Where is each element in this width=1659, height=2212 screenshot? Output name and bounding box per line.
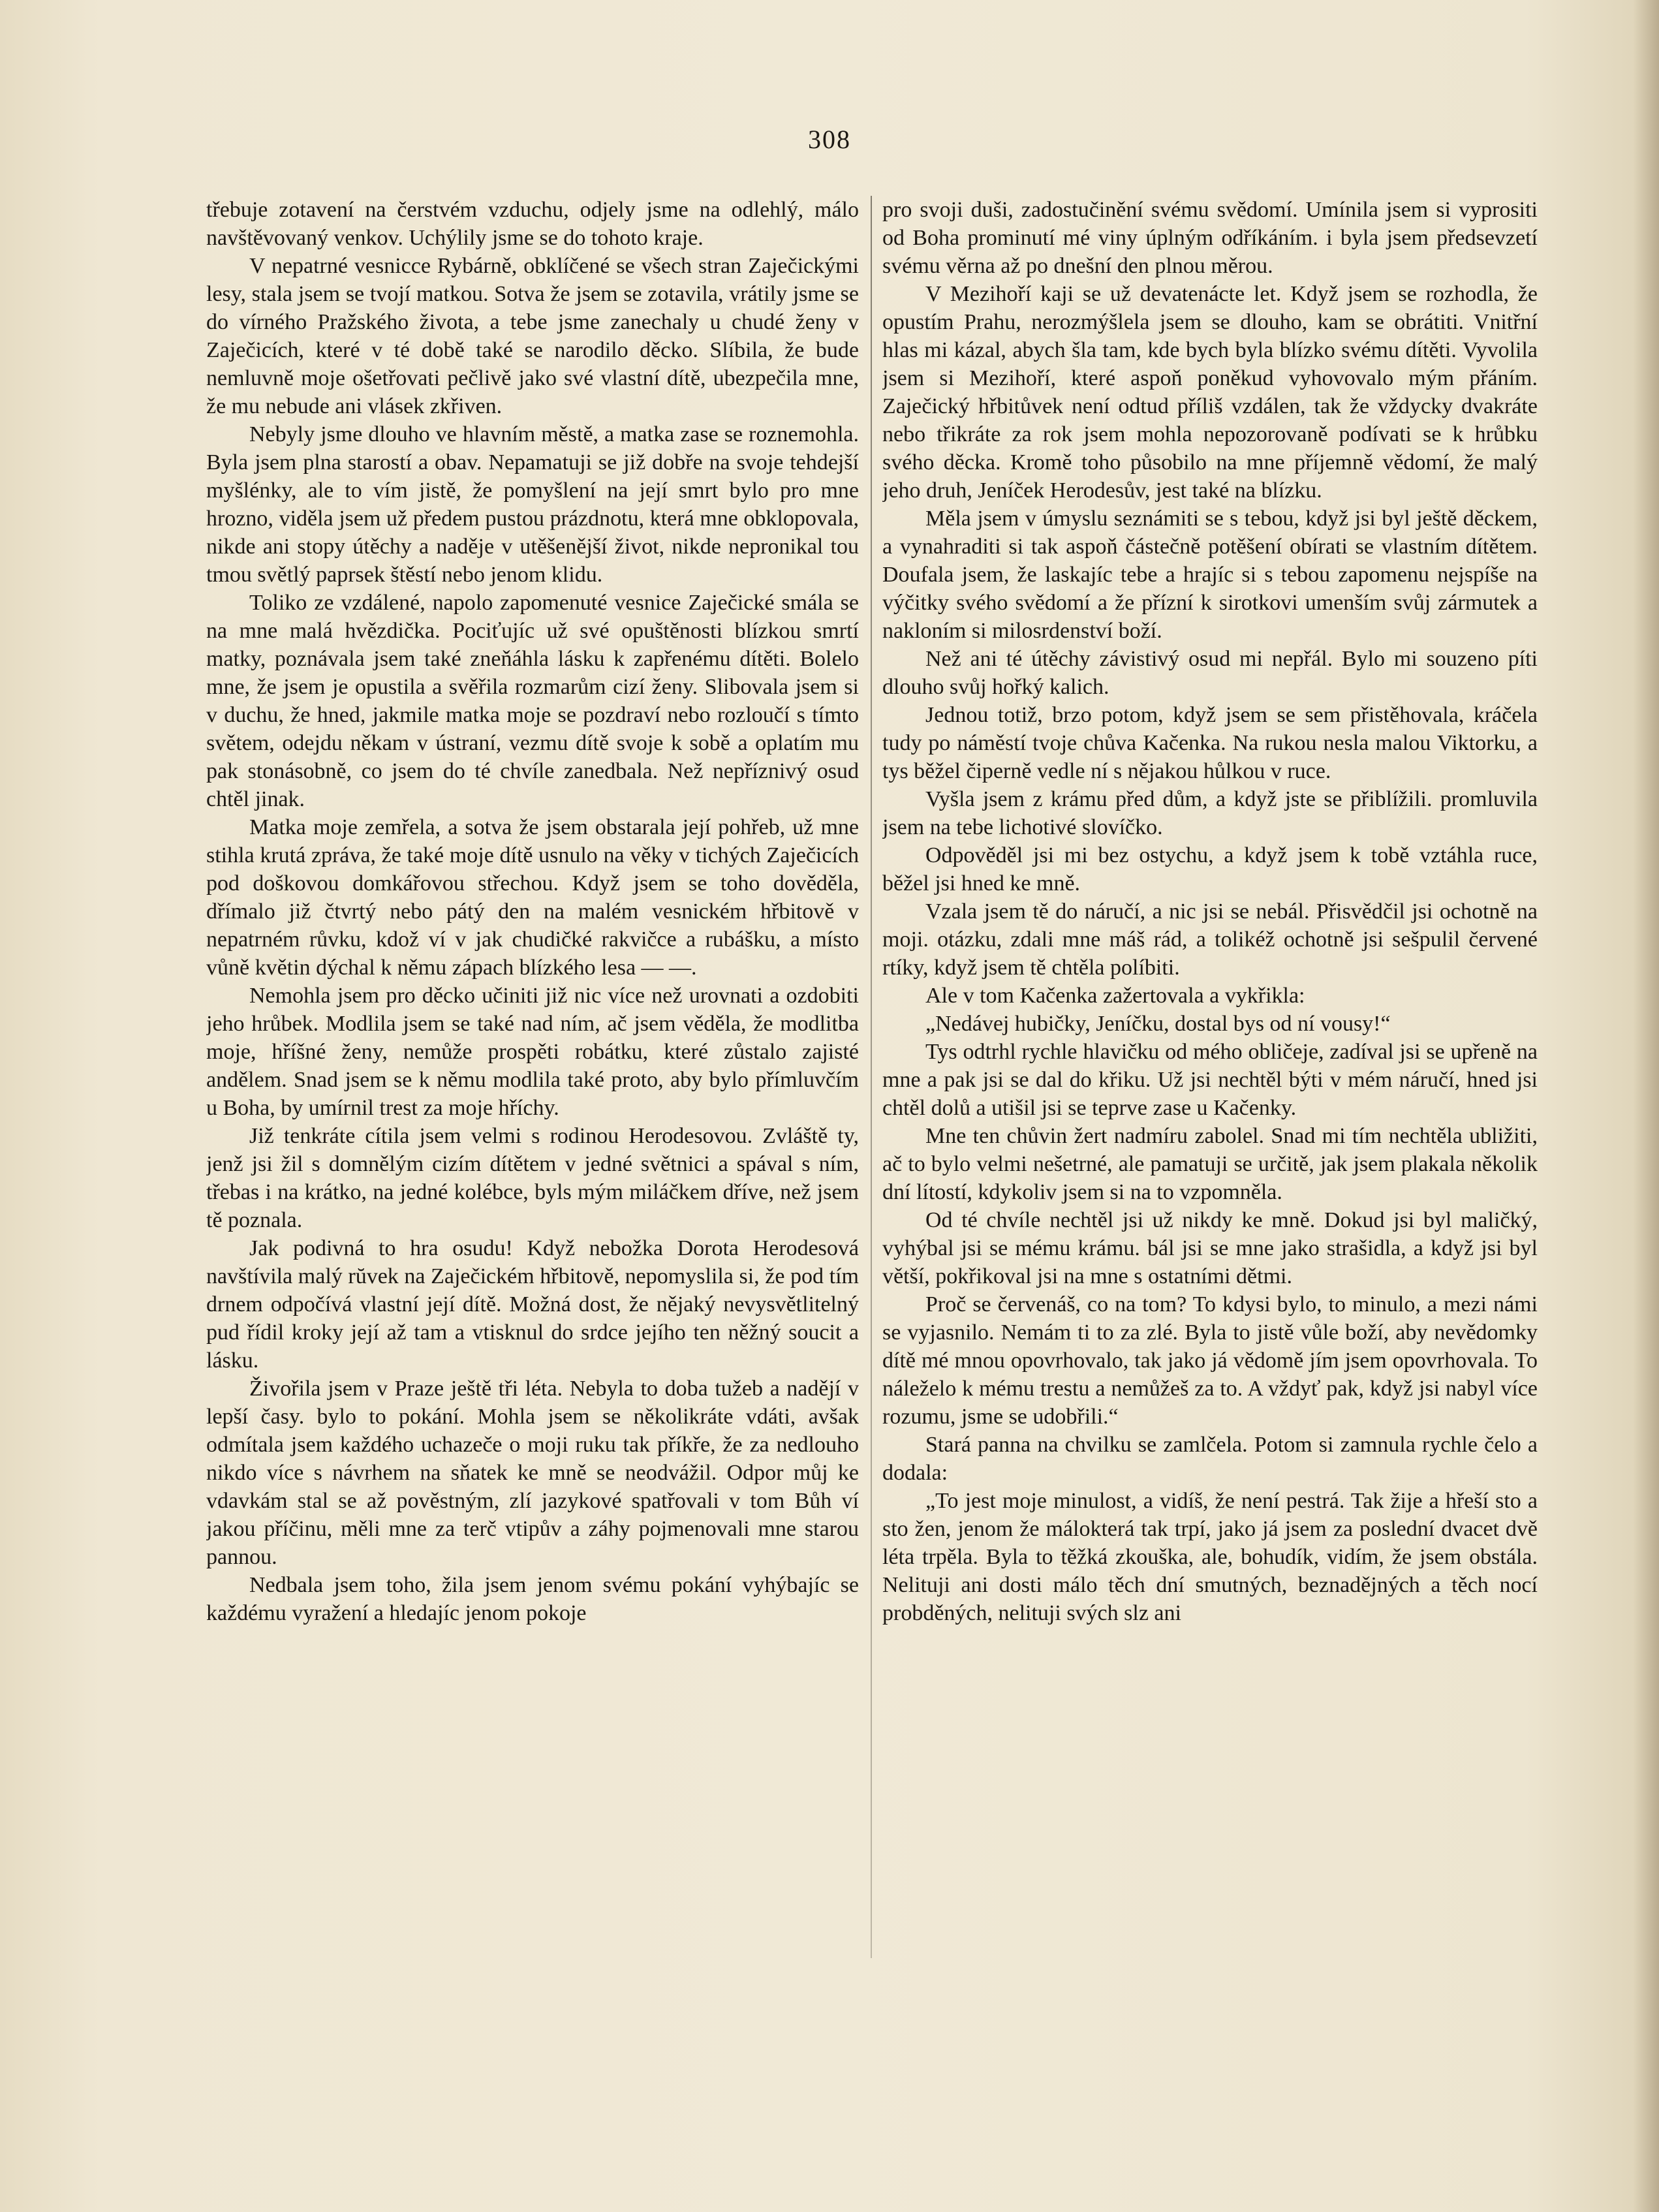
paragraph: třebuje zotavení na čerstvém vzduchu, odjely jsme na odlehlý, málo navštěvovaný venkov. Uchýlily jsme se do tohoto kraje. (206, 198, 859, 250)
paragraph: Jednou totiž, brzo potom, když jsem se sem přistěhovala, kráčela tudy po náměstí tvoje chůva Kačenka. Na rukou nesla malou Viktorku, a tys běžel čiperně vedle ní s nějakou hůlkou v ruce. (882, 703, 1538, 783)
paragraph: Ale v tom Kačenka zažertovala a vykřikla: (925, 984, 1305, 1008)
paragraph: „Nedávej hubičky, Jeníčku, dostal bys od ní vousy!“ (925, 1012, 1391, 1036)
paragraph: Živořila jsem v Praze ještě tři léta. Nebyla to doba tužeb a nadějí v lepší časy. bylo to pokání. Mohla jsem se několikráte vdáti, avšak odmítala jsem každého uchazeče o moji ruku tak příkře, že za nedlouho nikdo více s návrhem na sňatek ke mně se neodvážil. Odpor můj ke vdavkám stal se až pověstným, zlí jazykové spatřovali v tom Bůh ví jakou příčinu, měli mne za terč vtipův a záhy pojmenovali mne starou pannou. (206, 1377, 859, 1569)
paragraph: V Mezihoří kaji se už devatenácte let. Když jsem se rozhodla, že opustím Prahu, nerozmýšlela jsem se dlouho, kam se obrátiti. Vnitřní hlas mi kázal, abych šla tam, kde bych byla blízko svému dítěti. Vyvolila jsem si Mezihoří, které aspoň poněkud vyhovovalo mým přáním. Zaječický hřbitůvek není odtud příliš vzdálen, tak že vždycky dvakráte nebo třikráte za rok jsem mohla nepozorovaně podívati se k hrůbku svého děcka. Kromě toho působilo na mne příjemně vědomí, že malý jeho druh, Jeníček Herodesův, jest také na blízku. (882, 282, 1538, 503)
paragraph: Proč se červenáš, co na tom? To kdysi bylo, to minulo, a mezi námi se vyjasnilo. Nemám ti to za zlé. Byla to jistě vůle boží, aby nevědomky dítě mé mnou opovrhovalo, tak jako já vědomě jím jsem opovrhovala. To náleželo k mému trestu a nemůžeš za to. A vždyť pak, když jsi nabyl více rozumu, jsme se udobřili.“ (882, 1292, 1538, 1429)
paragraph: V nepatrné vesnicce Rybárně, obklíčené se všech stran Zaječickými lesy, stala jsem se tvojí matkou. Sotva že jsem se zotavila, vrátily jsme se do vírného Pražského života, a tebe jsme zanechaly u chudé ženy v Zaječicích, které v té době také se narodilo děcko. Slíbila, že bude nemluvně moje ošetřovati pečlivě jako své vlastní dítě, ubezpečila mne, že mu nebude ani vlásek zkřiven. (206, 254, 859, 418)
paragraph: Nedbala jsem toho, žila jsem jenom svému pokání vyhýbajíc se každému vyražení a hledajíc jenom pokoje (206, 1573, 859, 1625)
paragraph: Toliko ze vzdálené, napolo zapomenuté vesnice Zaječické smála se na mne malá hvězdička. Pociťujíc už své opuštěnosti blízkou smrtí matky, poznávala jsem také zneňáhla lásku k zapřenému dítěti. Bolelo mne, že jsem je opustila a svěřila rozmarům cizí ženy. Slibovala jsem si v duchu, že hned, jakmile matka moje se pozdraví nebo rozloučí s tímto světem, odejdu někam v ústraní, vezmu dítě svoje k sobě a oplatím mu pak stonásobně, co jsem do té chvíle zanedbala. Než nepříznivý osud chtěl jinak. (206, 591, 859, 811)
paragraph: Od té chvíle nechtěl jsi už nikdy ke mně. Dokud jsi byl maličký, vyhýbal jsi se mému krámu. bál jsi se mne jako strašidla, a když jsi byl větší, pokřikoval jsi na mne s ostatními dětmi. (882, 1208, 1538, 1288)
paragraph: Jak podivná to hra osudu! Když nebožka Dorota Herodesová navštívila malý rŭvek na Zaječickém hřbitově, nepomyslila si, že pod tím drnem odpočívá vlastní její dítě. Možná dost, že nějaký nevysvětlitelný pud řídil kroky její až tam a vtisknul do srdce jejího ten něžný soucit a lásku. (206, 1236, 859, 1373)
page-number: 308 (808, 125, 851, 154)
paragraph: Vzala jsem tě do náručí, a nic jsi se nebál. Přisvědčil jsi ochotně na moji. otázku, zdali mne máš rád, a tolikéž ochotně jsi sešpulil červené rtíky, když jsem tě chtěla políbiti. (882, 899, 1538, 980)
right-column (882, 196, 1538, 1958)
column-divider (871, 196, 872, 1958)
paragraph: Vyšla jsem z krámu před dům, a když jste se přiblížili. promluvila jsem na tebe lichotivé slovíčko. (882, 787, 1538, 839)
paragraph: Mne ten chůvin žert nadmíru zabolel. Snad mi tím nechtěla ubližiti, ač to bylo velmi nešetrné, ale pamatuji se určitě, jak jsem plakala několik dní lítostí, kdykoliv jsem si na to vzpomněla. (882, 1124, 1538, 1204)
paragraph: Stará panna na chvilku se zamlčela. Potom si zamnula rychle čelo a dodala: (882, 1433, 1538, 1485)
paragraph: Tys odtrhl rychle hlavičku od mého obličeje, zadíval jsi se upřeně na mne a pak jsi se dal do křiku. Už jsi nechtěl býti v mém náručí, hned jsi chtěl dolů a utišil jsi se teprve zase u Kačenky. (882, 1040, 1538, 1120)
paragraph: Matka moje zemřela, a sotva že jsem obstarala její pohřeb, už mne stihla krutá zpráva, že také moje dítě usnulo na věky v tichých Zaječicích pod doškovou domkářovou střechou. Když jsem se toho dověděla, dřímalo již čtvrtý nebo pátý den na malém vesnickém hřbitově v nepatrném růvku, kdož ví v jak chudičké rakvičce a rubášku, a místo vůně květin dýchal k němu zápach blízkého lesa — —. (206, 815, 859, 980)
paragraph: Nebyly jsme dlouho ve hlavním městě, a matka zase se roznemohla. Byla jsem plna starostí a obav. Nepamatuji se již dobře na svoje tehdejší myšlénky, ale to vím jistě, že pomyšlení na její smrt bylo pro mne hrozno, viděla jsem už předem pustou prázdnotu, která mne obklopovala, nikde ani stopy útěchy a naděje v utěšenější život, nikde nepronikal tou tmou světlý paprsek štěstí nebo jenom klidu. (206, 422, 859, 587)
paragraph: „To jest moje minulost, a vidíš, že není pestrá. Tak žije a hřeší sto a sto žen, jenom že málokterá tak trpí, jako já jsem za poslední dvacet dvě léta trpěla. Byla to těžká zkouška, ale, bohudík, vidím, že jsem obstála. Nelituji ani dosti málo těch dní smutných, beznadějných a těch nocí probděných, nelituji svých slz ani (882, 1489, 1538, 1625)
paragraph: Než ani té útěchy závistivý osud mi nepřál. Bylo mi souzeno píti dlouho svůj hořký kalich. (882, 647, 1538, 699)
left-column (206, 196, 859, 1958)
paragraph: Nemohla jsem pro děcko učiniti již nic více než urovnati a ozdobiti jeho hrůbek. Modlila jsem se také nad ním, ač jsem věděla, že modlitba moje, hříšné ženy, nemůže prospěti robátku, které zůstalo zajisté andělem. Snad jsem se k němu modlila také proto, aby bylo přímluvčím u Boha, by umírnil trest za moje hříchy. (206, 984, 859, 1120)
page-edge-shadow (1633, 0, 1659, 2212)
paragraph: pro svoji duši, zadostučinění svému svědomí. Umínila jsem si vyprositi od Boha prominutí mé viny úplným odříkáním. i byla jsem předsevzetí svému věrna až po dnešní den plnou měrou. (882, 198, 1538, 278)
paragraph: Měla jsem v úmyslu seznámiti se s tebou, když jsi byl ještě děckem, a vynahraditi si tak aspoň částečně potěšení obírati se vlastním dítětem. Doufala jsem, že laskajíc tebe a hrajíc si s tebou zapomenu nejspíše na výčitky svého svědomí a že přízní k sirotkovi umenším svůj zármutek a nakloním si milosrdenství boží. (882, 506, 1538, 643)
paragraph: Již tenkráte cítila jsem velmi s rodinou Herodesovou. Zvláště ty, jenž jsi žil s domnělým cizím dítětem v jedné světnici a spával s ním, třebas i na krátko, na jedné kolébce, byls mým miláčkem dříve, než jsem tě poznala. (206, 1124, 859, 1232)
paragraph: Odpověděl jsi mi bez ostychu, a když jsem k tobě vztáhla ruce, běžel jsi hned ke mně. (882, 843, 1538, 896)
